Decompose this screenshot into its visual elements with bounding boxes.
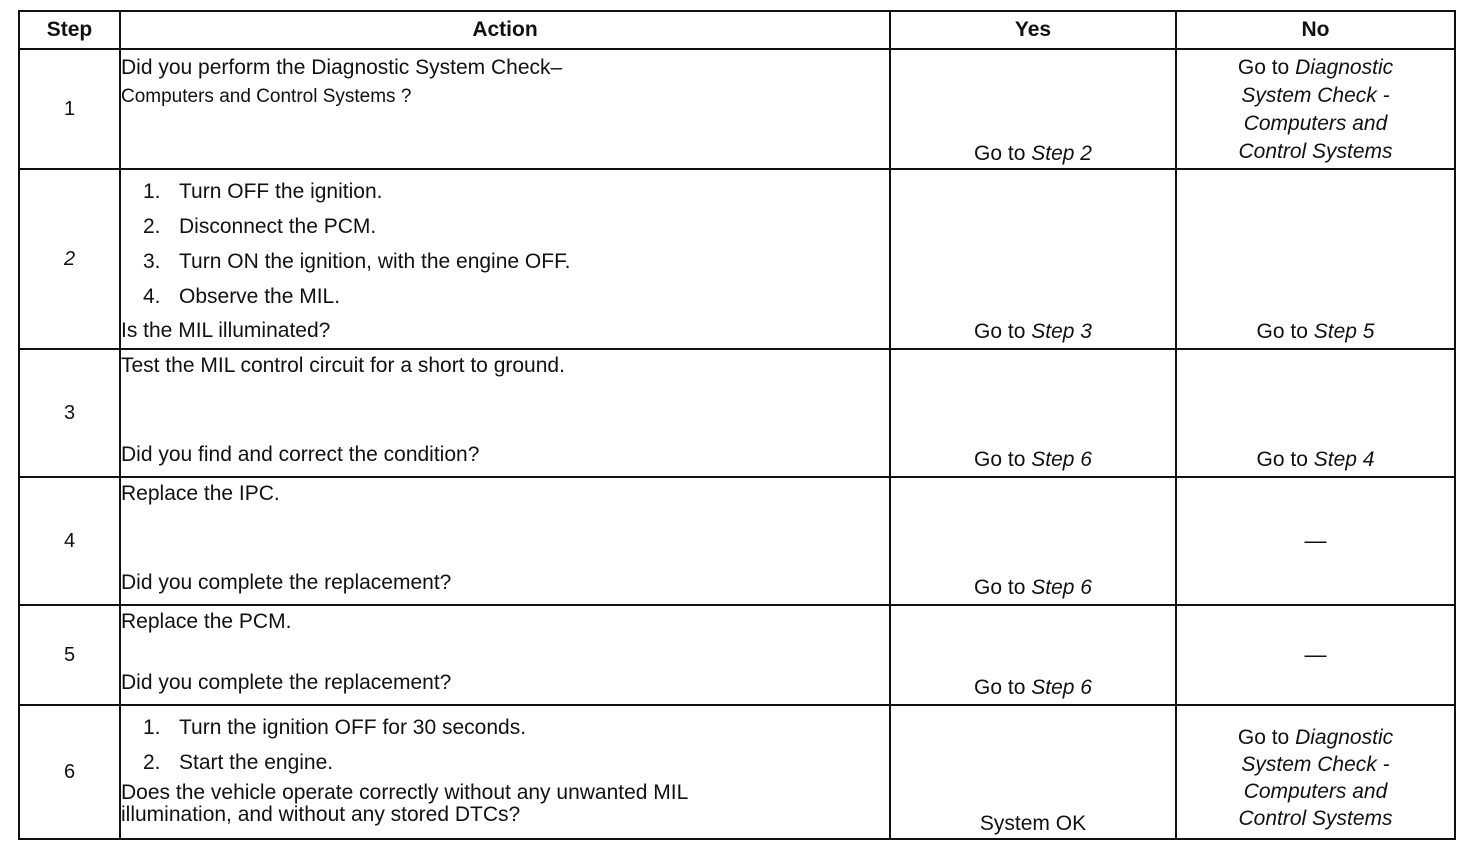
list-item: 2. Disconnect the PCM. [143, 215, 377, 238]
step-number: 6 [19, 705, 120, 839]
no-result: Go to Step 5 [1256, 320, 1375, 343]
table-row [19, 477, 1455, 605]
yes-result: Go to Step 3 [974, 320, 1092, 343]
action-text: Replace the IPC. [121, 482, 280, 505]
step-number: 3 [19, 349, 120, 477]
table-row [19, 169, 1455, 349]
no-result: Go to Diagnostic System Check - Computers and Control Systems [1237, 726, 1394, 830]
table-row [19, 605, 1455, 705]
yes-result: Go to Step 6 [974, 448, 1092, 471]
list-item: 4. Observe the MIL. [143, 285, 341, 308]
list-item: 1. Turn the ignition OFF for 30 seconds. [143, 716, 527, 739]
table-row [19, 49, 1455, 169]
no-result: Go to Step 4 [1256, 448, 1375, 471]
step-number: 4 [19, 477, 120, 605]
yes-cell [890, 477, 1176, 605]
action-question: Did you find and correct the condition? [121, 443, 480, 466]
action-steps [121, 710, 889, 780]
action-cell [120, 349, 890, 477]
no-cell [1176, 705, 1455, 839]
no-cell [1176, 605, 1455, 705]
action-cell [120, 705, 890, 839]
step-number: 5 [19, 605, 120, 705]
yes-cell [890, 349, 1176, 477]
diagnostic-table [18, 10, 1456, 840]
action-text: Test the MIL control circuit for a short to ground. [121, 354, 565, 377]
yes-result: Go to Step 6 [974, 576, 1092, 599]
no-cell [1176, 49, 1455, 169]
no-cell [1176, 477, 1455, 605]
action-steps [121, 174, 889, 314]
yes-cell [890, 169, 1176, 349]
table-row [19, 349, 1455, 477]
action-question: Does the vehicle operate correctly without any unwanted MIL illumination, and without any stored DTCs? [121, 781, 689, 826]
header-yes: Yes [890, 11, 1176, 49]
no-cell [1176, 169, 1455, 349]
header-step: Step [19, 11, 120, 49]
action-question: Did you complete the replacement? [121, 571, 452, 594]
action-text: Computers and Control Systems ? [121, 86, 412, 107]
table-row [19, 705, 1455, 839]
list-item: 3. Turn ON the ignition, with the engine OFF. [143, 250, 571, 273]
action-question: Did you complete the replacement? [121, 671, 452, 694]
action-cell [120, 477, 890, 605]
step-number: 2 [19, 169, 120, 349]
yes-cell [890, 705, 1176, 839]
yes-result: Go to Step 2 [974, 142, 1092, 165]
no-result-dash: — [1304, 642, 1327, 667]
action-question: Is the MIL illuminated? [121, 319, 331, 342]
action-cell [120, 169, 890, 349]
action-text: Did you perform the Diagnostic System Check– [121, 56, 563, 79]
yes-cell [890, 49, 1176, 169]
action-cell [120, 605, 890, 705]
yes-cell [890, 605, 1176, 705]
action-cell [120, 49, 890, 169]
no-result: Go to Diagnostic System Check - Computers and Control Systems [1237, 56, 1394, 163]
no-cell [1176, 349, 1455, 477]
list-item: 1. Turn OFF the ignition. [143, 180, 383, 203]
yes-result: Go to Step 6 [974, 676, 1092, 699]
header-row [19, 11, 1455, 49]
yes-result: System OK [979, 812, 1087, 835]
no-result-dash: — [1304, 528, 1327, 553]
step-number: 1 [19, 49, 120, 169]
header-no: No [1176, 11, 1455, 49]
header-action: Action [120, 11, 890, 49]
action-text: Replace the PCM. [121, 610, 292, 633]
list-item: 2. Start the engine. [143, 751, 334, 774]
